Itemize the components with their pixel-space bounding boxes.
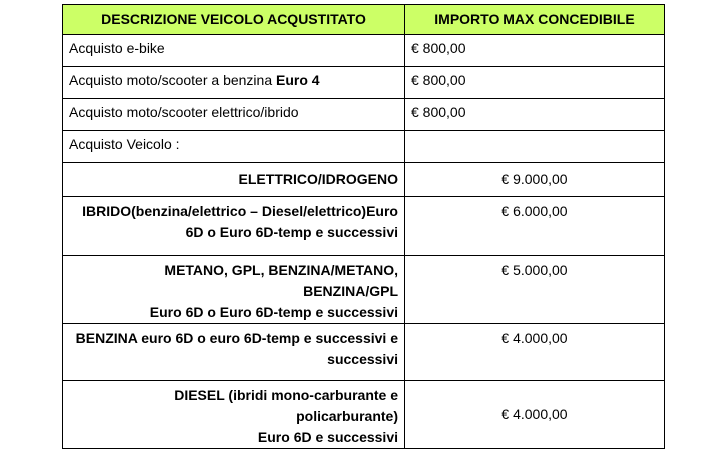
category-amount: € 4.000,00 (405, 381, 665, 449)
category-description (63, 256, 405, 324)
category-line2: 6D o Euro 6D-temp e successivi (185, 224, 398, 240)
category-line1: BENZINA euro 6D o euro 6D-temp e successivi e (75, 330, 398, 346)
row-description: Acquisto Veicolo : (63, 131, 405, 163)
row-description (63, 67, 405, 99)
category-description (63, 324, 405, 381)
category-amount: € 6.000,00 (405, 197, 665, 256)
category-amount: € 4.000,00 (405, 324, 665, 381)
category-row (63, 163, 665, 197)
category-line2: Euro 6D o Euro 6D-temp e successivi (149, 304, 398, 320)
row-description: Acquisto e-bike (63, 35, 405, 67)
vehicle-incentive-table (62, 4, 665, 449)
table-row (63, 131, 665, 163)
category-row (63, 197, 665, 256)
row-amount: € 800,00 (405, 35, 665, 67)
table-header-row (63, 5, 665, 35)
row-description: Acquisto moto/scooter elettrico/ibrido (63, 99, 405, 131)
category-description (63, 381, 405, 449)
row-description-bold: Euro 4 (276, 72, 320, 88)
category-line1: DIESEL (ibridi mono-carburante e policarburante) (174, 387, 398, 424)
table-row (63, 35, 665, 67)
category-line2: successivi (327, 351, 398, 367)
category-amount: € 5.000,00 (405, 256, 665, 324)
row-amount (405, 131, 665, 163)
header-amount: IMPORTO MAX CONCEDIBILE (405, 5, 665, 35)
row-amount: € 800,00 (405, 99, 665, 131)
category-line1: METANO, GPL, BENZINA/METANO, BENZINA/GPL (164, 262, 398, 299)
category-line1: IBRIDO(benzina/elettrico – Diesel/elettrico)Euro (82, 203, 398, 219)
table-row (63, 67, 665, 99)
category-row (63, 324, 665, 381)
row-description-text: Acquisto moto/scooter a benzina (69, 72, 277, 88)
table-row (63, 99, 665, 131)
category-amount: € 9.000,00 (405, 163, 665, 197)
category-description (63, 163, 405, 197)
category-description (63, 197, 405, 256)
category-line2: Euro 6D e successivi (257, 429, 398, 445)
header-description: DESCRIZIONE VEICOLO ACQUSTITATO (63, 5, 405, 35)
row-amount: € 800,00 (405, 67, 665, 99)
category-row (63, 256, 665, 324)
category-row (63, 381, 665, 449)
category-line1: ELETTRICO/IDROGENO (238, 171, 398, 187)
